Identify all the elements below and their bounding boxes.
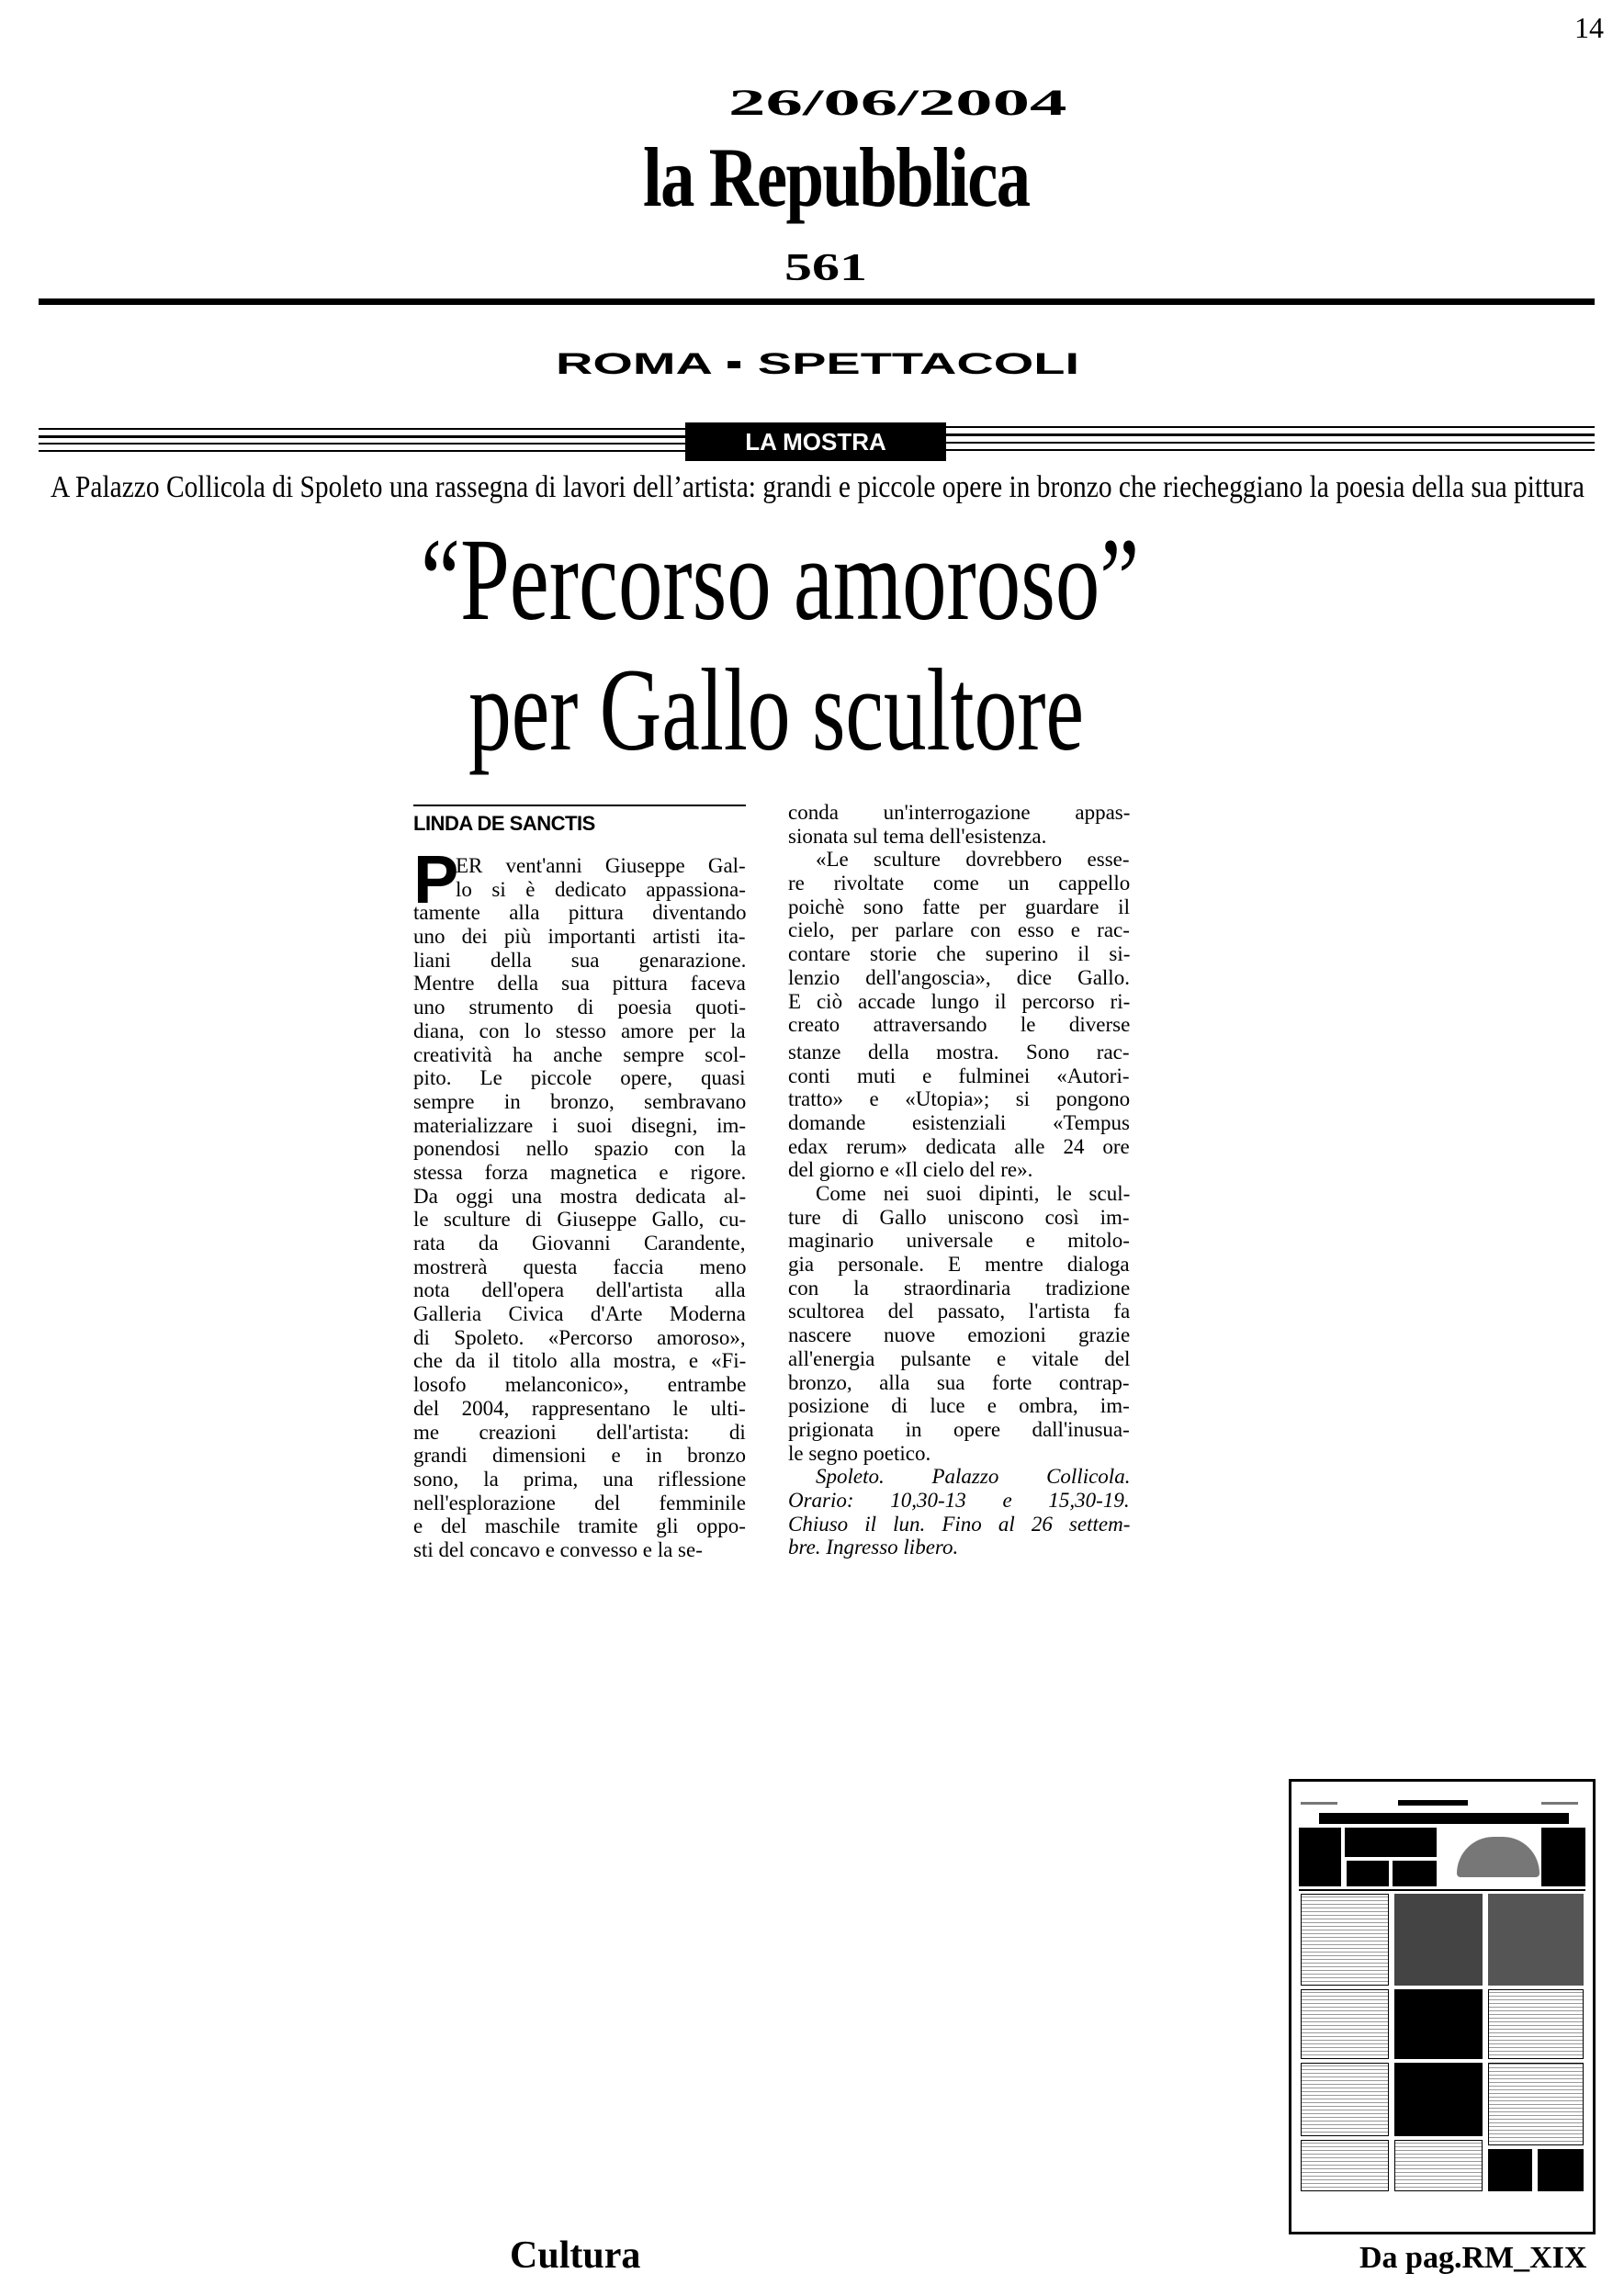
text-line: le segno poetico. [788, 1441, 931, 1465]
text-line: conda un'interrogazione appas- [788, 801, 1131, 824]
text-line: sempre in bronzo, sembravano [413, 1089, 747, 1113]
text-line: stanze della mostra. Sono rac- [788, 1040, 1130, 1064]
text-line: cielo, per parlare con esso e rac- [788, 918, 1130, 942]
text-line: diana, con lo stesso amore per la [413, 1019, 746, 1042]
text-line: Orario: 10,30-13 e 15,30-19. [788, 1488, 1130, 1512]
text-line: nascere nuove emozioni grazie [788, 1323, 1131, 1347]
text-line: scultorea del passato, l'artista fa [788, 1300, 1131, 1323]
text-line: prigionata in opere dall'inusua- [788, 1417, 1130, 1441]
band-line [946, 449, 1595, 451]
text-line: sono, la prima, una riflessione [413, 1467, 747, 1491]
text-line: ER vent'anni Giuseppe Gal- [456, 854, 746, 877]
text-line: gia personale. E mentre dialoga [788, 1253, 1130, 1277]
text-line: «Le sculture dovrebbero esse- [816, 848, 1130, 872]
text-line: bre. Ingresso libero. [788, 1536, 959, 1559]
band-line [39, 435, 685, 438]
text-line: sti del concavo e convesso e la se- [413, 1537, 703, 1561]
text-line: del 2004, rappresentano le ulti- [413, 1396, 746, 1420]
byline-rule [413, 805, 746, 806]
text-line: grandi dimensioni e in bronzo [413, 1444, 746, 1468]
article-subtitle: A Palazzo Collicola di Spoleto una rassegna di lavori dell’artista: grandi e piccole opere in bronzo che riecheggiano la poesia della sua pittura [51, 470, 1585, 504]
text-line: Spoleto. Palazzo Collicola. [816, 1465, 1131, 1489]
text-line: all'energia pulsante e vitale del [788, 1346, 1131, 1370]
text-line: sionata sul tema dell'esistenza. [788, 824, 1047, 848]
band-line [946, 433, 1595, 436]
headline-line-2: per Gallo scultore [468, 645, 1084, 775]
text-line: uno strumento di poesia quoti- [413, 996, 747, 1019]
text-line: E ciò accade lungo il percorso ri- [788, 989, 1131, 1013]
band-line [946, 426, 1595, 428]
text-line: lenzio dell'angoscia», dice Gallo. [788, 965, 1130, 989]
masthead-logo: la Repubblica [643, 130, 1030, 224]
text-line: stessa forza magnetica e rigore. [413, 1160, 747, 1184]
text-line: edax rerum» dedicata alle 24 ore [788, 1134, 1130, 1158]
text-line: poichè sono fatte per guardare il [788, 895, 1130, 918]
page-number: 14 [1574, 11, 1604, 44]
text-line: posizione di luce e ombra, im- [788, 1394, 1130, 1418]
article-column-1 [413, 841, 747, 1562]
text-line: Come nei suoi dipinti, le scul- [816, 1182, 1131, 1205]
text-line: contare storie che superino il si- [788, 942, 1131, 966]
text-line: rata da Giovanni Carandente, [413, 1232, 746, 1255]
text-line: domande esistenziali «Tempus [788, 1110, 1130, 1134]
page-thumbnail [1289, 1779, 1596, 2234]
text-line: maginario universale e mitolo- [788, 1229, 1130, 1253]
section-title: ROMA ▪ SPETTACOLI [556, 347, 1079, 380]
text-line: materializzare i suoi disegni, im- [413, 1113, 747, 1137]
drop-cap: P [413, 841, 459, 917]
text-line: Da oggi una mostra dedicata al- [413, 1184, 747, 1208]
text-line: conti muti e fulminei «Autori- [788, 1064, 1130, 1087]
text-line: re rivoltate come un cappello [788, 872, 1131, 895]
band-line [39, 450, 685, 452]
text-line: Chiuso il lun. Fino al 26 settem- [788, 1512, 1131, 1536]
text-line: lo si è dedicato appassiona- [456, 877, 746, 901]
text-line: del giorno e «Il cielo del re». [788, 1158, 1033, 1182]
text-line: uno dei più importanti artisti ita- [413, 925, 746, 949]
text-line: creato attraversando le diverse [788, 1013, 1131, 1037]
text-line: che da il titolo alla mostra, e «Fi- [413, 1349, 747, 1373]
text-line: creatività ha anche sempre scol- [413, 1042, 747, 1066]
byline: LINDA DE SANCTIS [413, 812, 595, 835]
article-column-2 [788, 801, 1130, 1559]
text-line: Galleria Civica d'Arte Moderna [413, 1302, 746, 1326]
text-line: Mentre della sua pittura faceva [413, 972, 746, 996]
text-line: con la straordinaria tradizione [788, 1276, 1131, 1300]
text-line: ponendosi nello spazio con la [413, 1137, 747, 1161]
band-line [39, 443, 685, 445]
text-line: di Spoleto. «Percorso amoroso», [413, 1325, 746, 1349]
text-line: pito. Le piccole opere, quasi [413, 1066, 746, 1090]
text-line: losofo melanconico», entrambe [413, 1373, 747, 1397]
text-line: le sculture di Giuseppe Gallo, cu- [413, 1208, 747, 1232]
source-page: Da pag.RM_XIX [1359, 2241, 1587, 2275]
text-line: e del maschile tramite gli oppo- [413, 1514, 746, 1538]
headline-line-1: “Percorso amoroso” [421, 514, 1140, 645]
band-line [39, 428, 685, 430]
kicker-label: LA MOSTRA [685, 422, 946, 461]
text-line: liani della sua genarazione. [413, 948, 747, 972]
text-line: me creazioni dell'artista: di [413, 1420, 746, 1444]
text-line: ture di Gallo uniscono così im- [788, 1205, 1130, 1229]
text-line: tamente alla pittura diventando [413, 901, 747, 925]
text-line: tratto» e «Utopia»; si pongono [788, 1087, 1131, 1111]
header-rule [39, 298, 1595, 305]
issue-code: 561 [784, 247, 867, 289]
publication-date: 26/06/2004 [727, 82, 1067, 123]
section-label: Cultura [510, 2234, 641, 2277]
text-line: nell'esplorazione del femminile [413, 1491, 746, 1514]
text-line: mostrerà questa faccia meno [413, 1255, 747, 1278]
text-line: bronzo, alla sua forte contrap- [788, 1370, 1130, 1394]
band-line [946, 442, 1595, 444]
text-line: nota dell'opera dell'artista alla [413, 1278, 746, 1302]
